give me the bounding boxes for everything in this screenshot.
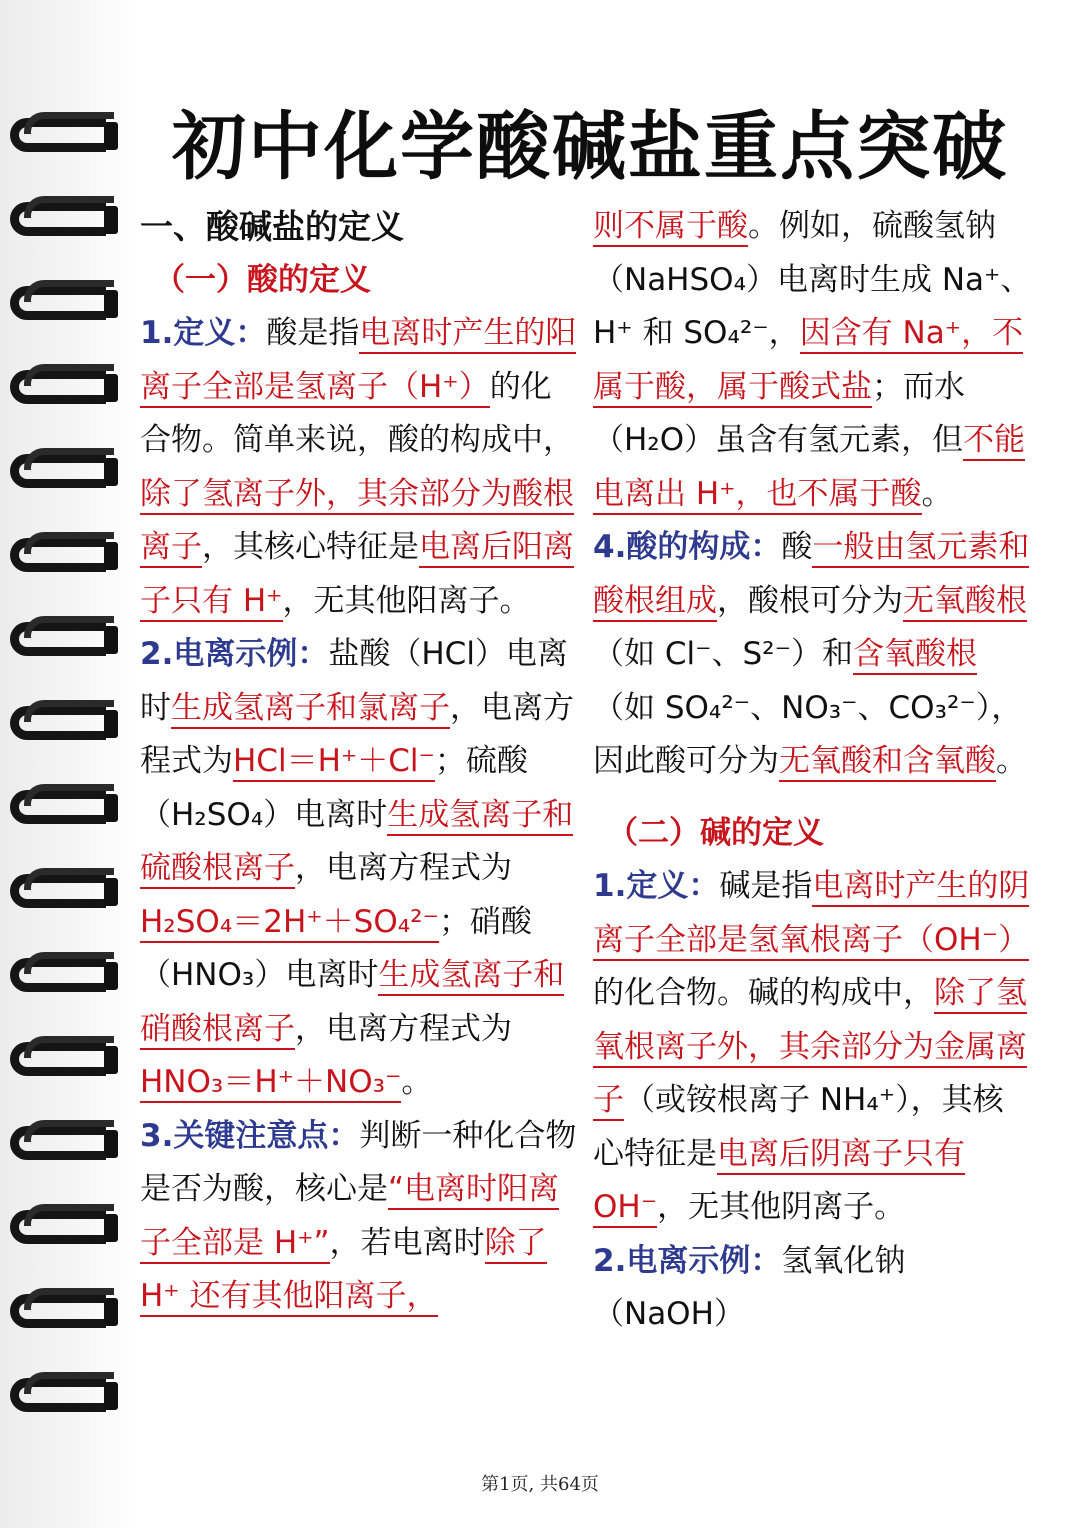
binding-ring-icon	[10, 364, 122, 410]
acid-composition-paragraph	[593, 521, 1033, 789]
binding-ring-icon	[10, 448, 122, 494]
acid-heading: （一）酸的定义	[154, 261, 371, 298]
equation-text: H₂SO₄＝2H⁺＋SO₄²⁻	[140, 904, 439, 943]
highlight-text: 无氧酸根	[903, 583, 1027, 622]
binding-ring-icon	[10, 784, 122, 830]
text: 酸是指	[266, 315, 360, 351]
base-ionization-paragraph	[593, 1235, 1033, 1342]
binding-ring-icon	[10, 868, 122, 914]
text: ；硫酸（H₂SO₄）电离时	[140, 743, 528, 833]
highlight-text: 电离后阴离子只有 OH⁻	[593, 1136, 965, 1229]
base-heading: （二）碱的定义	[607, 814, 824, 851]
page-title: 初中化学酸碱盐重点突破	[172, 104, 1008, 190]
binding-ring-icon	[10, 280, 122, 326]
highlight-text: 除了氢氧根离子外，其余部分为金属离子	[593, 975, 1027, 1121]
text: ，酸根可分为	[717, 582, 903, 619]
text: 。	[921, 475, 953, 512]
text: ，电离方程式为	[295, 1010, 512, 1047]
text: ，无其他阳离子。	[282, 582, 531, 619]
text: 。例如，硫酸氢钠（NaHSO₄）电离时生成 Na⁺、H⁺ 和 SO₄²⁻，	[593, 208, 1032, 351]
binding-ring-icon	[10, 952, 122, 998]
highlight-text: 生成氢离子和硝酸根离子	[140, 957, 564, 1050]
highlight-text: 一般由氢元素和酸根组成	[593, 529, 1029, 622]
key-note-continued-paragraph	[593, 200, 1033, 521]
highlight-text: “电离时阳离子全部是 H⁺”	[140, 1171, 559, 1264]
highlight-text: 因含有 Na⁺，不属于酸，属于酸式盐	[593, 315, 1023, 408]
binding-ring-icon	[10, 532, 122, 578]
text: 酸	[781, 529, 813, 565]
left-column	[140, 200, 580, 1324]
highlight-text: 除了 H⁺ 还有其他阳离子，	[140, 1225, 547, 1318]
binding-ring-icon	[10, 700, 122, 746]
text: 的化合物。碱的构成中，	[593, 975, 934, 1011]
text: 氢氧化钠（NaOH）	[593, 1242, 906, 1332]
binding-ring-icon	[10, 112, 122, 158]
item-label: 1.定义：	[593, 868, 720, 904]
highlight-text: 含氧酸根	[853, 636, 977, 675]
text: ；而水（H₂O）虽含有氢元素，但	[593, 368, 965, 458]
text: （如 Cl⁻、S²⁻）和	[593, 636, 853, 672]
text: 。	[401, 1064, 433, 1100]
binding-ring-icon	[10, 1120, 122, 1166]
text: ，若电离时	[329, 1224, 485, 1261]
highlight-text: 电离时产生的阴离子全部是氢氧根离子（OH⁻）	[593, 868, 1029, 961]
text: 碱是指	[719, 868, 813, 904]
item-label: 2.电离示例：	[140, 636, 329, 672]
acid-definition-paragraph	[140, 307, 580, 628]
binding-ring-icon	[10, 1288, 122, 1334]
item-label: 2.电离示例：	[593, 1242, 782, 1279]
equation-text: HNO₃＝H⁺＋NO₃⁻	[140, 1064, 401, 1103]
text: 的化合物。简单来说，酸的构成中，	[140, 368, 574, 458]
text: 盐酸（HCl）电离时	[140, 636, 568, 726]
binding-ring-icon	[10, 616, 122, 662]
page-footer: 第1页, 共64页	[481, 1474, 599, 1495]
item-label: 1.定义：	[140, 315, 267, 351]
highlight-text: 电离时产生的阳离子全部是氢离子（H⁺）	[140, 315, 576, 408]
equation-text: HCl＝H⁺＋Cl⁻	[233, 743, 435, 782]
right-column	[593, 200, 1033, 1342]
highlight-text: 无氧酸和含氧酸	[779, 743, 996, 782]
text: 。	[996, 743, 1027, 779]
text: （或铵根离子 NH₄⁺），其核心特征是	[593, 1082, 1004, 1172]
highlight-text: 不能电离出 H⁺，也不属于酸	[593, 422, 1025, 515]
item-label: 3.关键注意点：	[140, 1117, 360, 1154]
text: ；硝酸（HNO₃）电离时	[140, 903, 532, 993]
binding-ring-icon	[10, 1372, 122, 1418]
highlight-text: 电离后阳离子只有 H⁺	[140, 529, 574, 622]
binding-ring-icon	[10, 1036, 122, 1082]
highlight-text: 则不属于酸	[593, 208, 748, 247]
text: ，电离方程式为	[295, 850, 512, 886]
text: （如 SO₄²⁻、NO₃⁻、CO₃²⁻），因此酸可分为	[593, 689, 1023, 779]
binding-ring-icon	[10, 1204, 122, 1250]
spiral-binding	[0, 0, 135, 1528]
highlight-text: 除了氢离子外，其余部分为酸根离子	[140, 476, 574, 569]
binding-ring-icon	[10, 196, 122, 242]
base-definition-paragraph	[593, 860, 1033, 1235]
highlight-text: 生成氢离子和硫酸根离子	[140, 797, 573, 890]
highlight-text: 生成氢离子和氯离子	[171, 690, 450, 729]
item-label: 4.酸的构成：	[593, 529, 782, 565]
text: 判断一种化合物是否为酸，核心是	[140, 1117, 577, 1207]
text: ，其核心特征是	[202, 529, 419, 565]
section-heading: 一、酸碱盐的定义	[140, 207, 404, 246]
ionization-example-paragraph	[140, 628, 580, 1110]
text: ，电离方程式为	[140, 689, 574, 779]
text: ，无其他阴离子。	[657, 1189, 906, 1225]
key-note-paragraph	[140, 1110, 580, 1324]
